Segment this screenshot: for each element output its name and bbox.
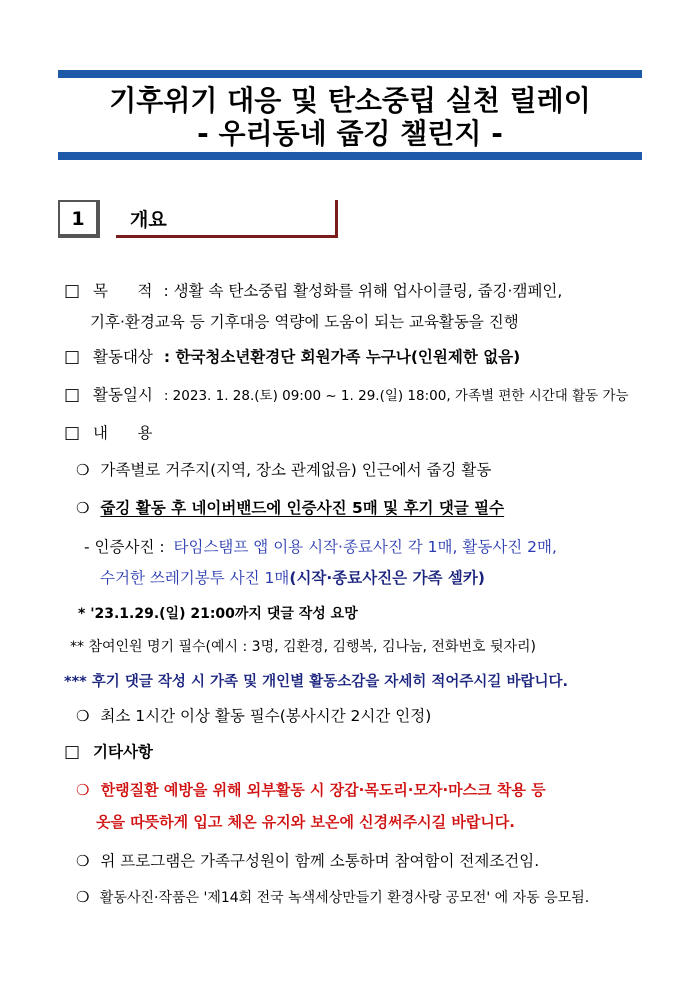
etc-item-3-text: 활동사진·작품은 '제14회 전국 녹색세상만들기 환경사랑 공모전' 에 자동 응모됨.	[99, 890, 590, 906]
photo-row-1	[84, 536, 557, 558]
etc-label: 기타사항	[93, 743, 153, 761]
circle-bullet-icon: ❍	[76, 852, 90, 870]
circle-bullet-icon: ❍	[76, 781, 90, 799]
etc-item-1	[76, 779, 546, 801]
circle-bullet-icon: ❍	[76, 499, 90, 517]
photo-text-2b: (시작·종료사진은 가족 셀카)	[289, 569, 485, 587]
period-label: 활동일시	[93, 386, 153, 404]
period-text: : 2023. 1. 28.(토) 09:00 ~ 1. 29.(일) 18:00, 가족별 편한 시간대 활동 가능	[163, 388, 629, 404]
checkbox-marker: □	[64, 385, 81, 405]
purpose-row	[64, 280, 562, 302]
target-text: : 한국청소년환경단 회원가족 누구나(인원제한 없음)	[163, 348, 521, 366]
photo-prefix: - 인증사진 :	[84, 538, 165, 556]
checkbox-marker: □	[64, 742, 81, 762]
note-1: * '23.1.29.(일) 21:00까지 댓글 작성 요망	[78, 606, 358, 622]
content-item-2	[76, 497, 504, 519]
purpose-text-cont: 기후·환경교육 등 기후대응 역량에 도움이 되는 교육활동을 진행	[90, 313, 519, 331]
section-title: 개요	[130, 209, 167, 231]
purpose-text: : 생활 속 탄소중립 활성화를 위해 업사이클링, 줍깅·캠페인,	[163, 282, 563, 300]
etc-item-2	[76, 850, 539, 872]
note-2: ** 참여인원 명기 필수(예시 : 3명, 김환경, 김행복, 김나눔, 전화번호 뒷자리)	[70, 639, 536, 655]
target-row	[64, 346, 520, 368]
etc-item-1-cont: 옷을 따뜻하게 입고 체온 유지와 보온에 신경써주시길 바랍니다.	[96, 813, 515, 831]
checkbox-marker: □	[64, 423, 81, 443]
etc-row	[64, 741, 153, 763]
circle-bullet-icon: ❍	[76, 888, 90, 906]
etc-item-3	[76, 886, 589, 909]
content-label: 내 용	[93, 424, 153, 442]
section-number: 1	[58, 200, 100, 238]
photo-text-2a: 수거한 쓰레기봉투 사진 1매	[100, 569, 290, 587]
header-top-bar	[58, 70, 642, 78]
etc-item-1-text: 한랭질환 예방을 위해 외부활동 시 장갑·목도리·모자·마스크 착용 등	[100, 781, 546, 799]
header-bottom-bar	[58, 152, 642, 160]
purpose-label: 목 적	[93, 282, 153, 300]
circle-bullet-icon: ❍	[76, 707, 90, 725]
content-item-2-text: 줍깅 활동 후 네이버밴드에 인증사진 5매 및 후기 댓글 필수	[100, 499, 505, 517]
note-3: *** 후기 댓글 작성 시 가족 및 개인별 활동소감을 자세히 적어주시길 바랍니다.	[64, 674, 568, 690]
circle-bullet-icon: ❍	[76, 461, 90, 479]
etc-item-2-text: 위 프로그램은 가족구성원이 함께 소통하며 참여함이 전제조건임.	[100, 852, 540, 870]
photo-text-1: 타임스탬프 앱 이용 시작·종료사진 각 1매, 활동사진 2매,	[173, 538, 557, 556]
target-label: 활동대상	[93, 348, 153, 366]
content-item-3	[76, 705, 431, 727]
period-row	[64, 384, 629, 407]
content-row	[64, 422, 153, 444]
content-item-3-text: 최소 1시간 이상 활동 필수(봉사시간 2시간 인정)	[100, 707, 432, 725]
content-item-1-text: 가족별로 거주지(지역, 장소 관계없음) 인근에서 줍깅 활동	[100, 461, 492, 479]
content-item-1	[76, 459, 491, 481]
page-title-line1: 기후위기 대응 및 탄소중립 실천 릴레이	[109, 84, 591, 117]
photo-row-2	[100, 567, 485, 589]
page-title-line2: - 우리동네 줍깅 챌린지 -	[197, 117, 503, 150]
checkbox-marker: □	[64, 281, 81, 301]
checkbox-marker: □	[64, 347, 81, 367]
